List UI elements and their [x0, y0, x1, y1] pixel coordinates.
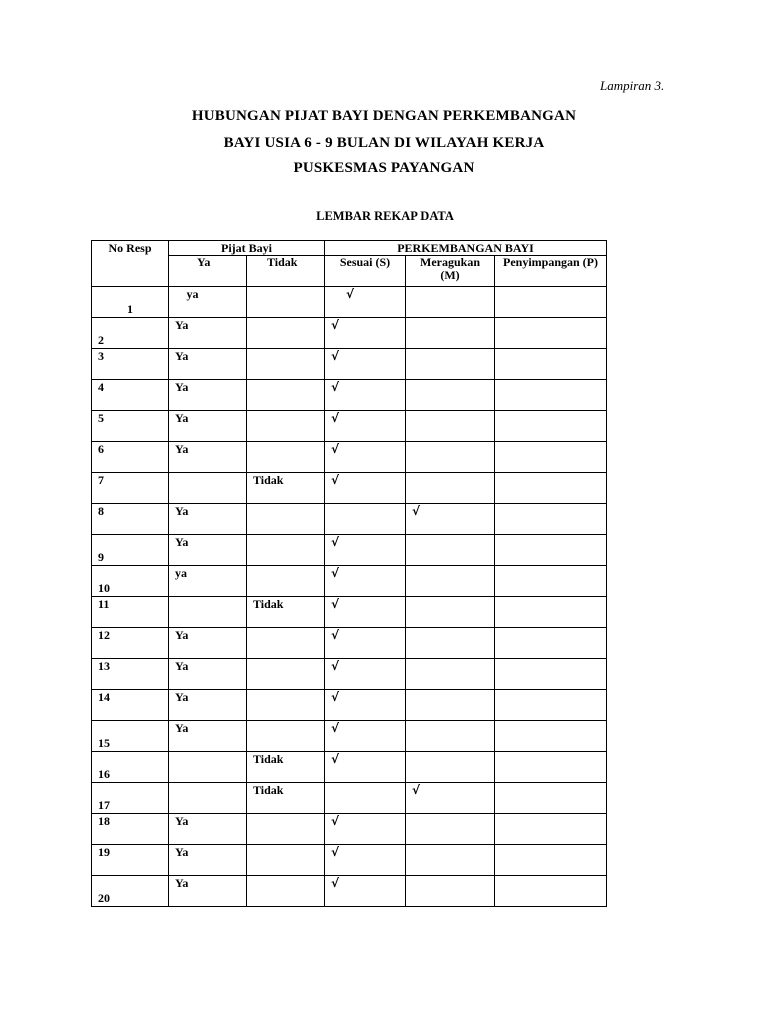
cell-sesuai [325, 287, 406, 318]
cell-meragukan [406, 659, 495, 690]
cell-no-resp: 20 [92, 876, 169, 907]
cell-sesuai [325, 349, 406, 380]
cell-sesuai [325, 628, 406, 659]
check-mark-icon: √ [345, 287, 354, 301]
check-mark-icon: √ [331, 876, 340, 890]
header-sesuai: Sesuai (S) [325, 256, 406, 287]
cell-tidak [247, 318, 325, 349]
cell-sesuai [325, 380, 406, 411]
cell-meragukan [406, 628, 495, 659]
cell-ya: Ya [169, 845, 247, 876]
cell-penyimpangan [495, 442, 607, 473]
cell-ya: Ya [169, 628, 247, 659]
cell-tidak [247, 628, 325, 659]
cell-meragukan [406, 566, 495, 597]
table-row [92, 597, 607, 628]
cell-penyimpangan [495, 318, 607, 349]
cell-tidak [247, 349, 325, 380]
cell-sesuai [325, 845, 406, 876]
cell-tidak [247, 845, 325, 876]
cell-no-resp: 4 [92, 380, 169, 411]
table-row [92, 690, 607, 721]
cell-sesuai [325, 783, 406, 814]
cell-sesuai [325, 566, 406, 597]
cell-penyimpangan [495, 411, 607, 442]
cell-sesuai [325, 535, 406, 566]
cell-ya: ya [169, 287, 247, 318]
cell-tidak [247, 287, 325, 318]
table-row [92, 566, 607, 597]
table-header-row-2 [92, 256, 607, 287]
check-mark-icon: √ [331, 566, 340, 580]
check-mark-icon: √ [331, 628, 340, 642]
header-meragukan: Meragukan (M) [406, 256, 495, 287]
cell-sesuai [325, 752, 406, 783]
cell-meragukan [406, 535, 495, 566]
cell-no-resp: 18 [92, 814, 169, 845]
cell-sesuai [325, 721, 406, 752]
appendix-label: Lampiran 3. [600, 78, 665, 93]
cell-sesuai [325, 876, 406, 907]
cell-meragukan [406, 752, 495, 783]
cell-no-resp: 5 [92, 411, 169, 442]
table-row [92, 721, 607, 752]
cell-no-resp: 15 [92, 721, 169, 752]
cell-no-resp: 19 [92, 845, 169, 876]
table-row [92, 504, 607, 535]
check-mark-icon: √ [331, 380, 340, 394]
cell-ya: Ya [169, 318, 247, 349]
cell-tidak: Tidak [247, 783, 325, 814]
cell-penyimpangan [495, 504, 607, 535]
cell-meragukan [406, 876, 495, 907]
table-row [92, 628, 607, 659]
cell-penyimpangan [495, 597, 607, 628]
recap-data-table [91, 240, 607, 907]
cell-sesuai [325, 659, 406, 690]
cell-tidak [247, 659, 325, 690]
table-row [92, 659, 607, 690]
cell-no-resp: 7 [92, 473, 169, 504]
table-row [92, 318, 607, 349]
cell-meragukan [406, 845, 495, 876]
cell-penyimpangan [495, 287, 607, 318]
table-row [92, 752, 607, 783]
cell-ya [169, 752, 247, 783]
cell-tidak [247, 504, 325, 535]
cell-sesuai [325, 473, 406, 504]
document-title-line-2: BAYI USIA 6 - 9 BULAN DI WILAYAH KERJA [223, 135, 545, 151]
cell-penyimpangan [495, 783, 607, 814]
check-mark-icon: √ [331, 349, 340, 363]
cell-ya [169, 473, 247, 504]
header-ya: Ya [169, 256, 247, 287]
document-title-line-3: PUSKESMAS PAYANGAN [293, 160, 475, 176]
cell-no-resp: 8 [92, 504, 169, 535]
cell-ya: Ya [169, 659, 247, 690]
cell-tidak [247, 535, 325, 566]
cell-no-resp: 17 [92, 783, 169, 814]
table-row [92, 876, 607, 907]
cell-no-resp: 2 [92, 318, 169, 349]
cell-no-resp: 14 [92, 690, 169, 721]
cell-ya: Ya [169, 876, 247, 907]
table-row [92, 349, 607, 380]
check-mark-icon: √ [412, 504, 421, 518]
header-tidak: Tidak [247, 256, 325, 287]
header-penyimpangan: Penyimpangan (P) [495, 256, 607, 287]
cell-penyimpangan [495, 814, 607, 845]
check-mark-icon: √ [331, 597, 340, 611]
cell-tidak [247, 442, 325, 473]
cell-sesuai [325, 690, 406, 721]
table-row [92, 845, 607, 876]
table-row [92, 442, 607, 473]
header-pijat-bayi: Pijat Bayi [169, 241, 325, 256]
cell-ya: Ya [169, 721, 247, 752]
cell-tidak: Tidak [247, 752, 325, 783]
cell-sesuai [325, 504, 406, 535]
check-mark-icon: √ [331, 721, 340, 735]
cell-penyimpangan [495, 876, 607, 907]
cell-no-resp: 12 [92, 628, 169, 659]
cell-penyimpangan [495, 690, 607, 721]
check-mark-icon: √ [331, 690, 340, 704]
cell-sesuai [325, 597, 406, 628]
cell-no-resp: 16 [92, 752, 169, 783]
cell-penyimpangan [495, 566, 607, 597]
cell-penyimpangan [495, 659, 607, 690]
cell-penyimpangan [495, 845, 607, 876]
cell-meragukan [406, 721, 495, 752]
cell-sesuai [325, 411, 406, 442]
check-mark-icon: √ [331, 318, 340, 332]
cell-meragukan [406, 690, 495, 721]
header-perkembangan-bayi: PERKEMBANGAN BAYI [325, 241, 607, 256]
cell-meragukan [406, 287, 495, 318]
cell-meragukan [406, 597, 495, 628]
check-mark-icon: √ [331, 659, 340, 673]
cell-meragukan [406, 380, 495, 411]
cell-meragukan [406, 411, 495, 442]
cell-ya: Ya [169, 535, 247, 566]
cell-sesuai [325, 442, 406, 473]
cell-no-resp: 6 [92, 442, 169, 473]
cell-ya: Ya [169, 411, 247, 442]
cell-tidak [247, 380, 325, 411]
cell-meragukan [406, 349, 495, 380]
check-mark-icon: √ [331, 473, 340, 487]
cell-penyimpangan [495, 752, 607, 783]
cell-tidak: Tidak [247, 597, 325, 628]
cell-penyimpangan [495, 349, 607, 380]
table-row [92, 783, 607, 814]
table-row [92, 287, 607, 318]
check-mark-icon: √ [331, 535, 340, 549]
cell-tidak [247, 876, 325, 907]
cell-sesuai [325, 814, 406, 845]
cell-penyimpangan [495, 628, 607, 659]
cell-ya [169, 597, 247, 628]
cell-ya: Ya [169, 504, 247, 535]
cell-ya: ya [169, 566, 247, 597]
cell-meragukan [406, 504, 495, 535]
cell-no-resp: 13 [92, 659, 169, 690]
cell-tidak [247, 690, 325, 721]
table-header-row-1 [92, 241, 607, 256]
cell-penyimpangan [495, 473, 607, 504]
cell-no-resp: 3 [92, 349, 169, 380]
check-mark-icon: √ [331, 411, 340, 425]
table-body [92, 287, 607, 907]
check-mark-icon: √ [412, 783, 421, 797]
cell-ya: Ya [169, 690, 247, 721]
cell-no-resp: 9 [92, 535, 169, 566]
cell-tidak [247, 566, 325, 597]
cell-penyimpangan [495, 380, 607, 411]
document-subtitle: LEMBAR REKAP DATA [316, 209, 454, 223]
header-no-resp: No Resp [92, 241, 169, 287]
table-row [92, 411, 607, 442]
check-mark-icon: √ [331, 845, 340, 859]
cell-sesuai [325, 318, 406, 349]
cell-penyimpangan [495, 721, 607, 752]
cell-tidak [247, 814, 325, 845]
cell-meragukan [406, 473, 495, 504]
cell-meragukan [406, 814, 495, 845]
cell-meragukan [406, 318, 495, 349]
check-mark-icon: √ [331, 814, 340, 828]
check-mark-icon: √ [331, 442, 340, 456]
check-mark-icon: √ [331, 752, 340, 766]
cell-ya: Ya [169, 814, 247, 845]
cell-ya: Ya [169, 349, 247, 380]
cell-ya: Ya [169, 442, 247, 473]
cell-meragukan [406, 442, 495, 473]
cell-penyimpangan [495, 535, 607, 566]
cell-ya: Ya [169, 380, 247, 411]
table-row [92, 473, 607, 504]
cell-no-resp: 11 [92, 597, 169, 628]
table-row [92, 535, 607, 566]
cell-tidak: Tidak [247, 473, 325, 504]
cell-ya [169, 783, 247, 814]
cell-meragukan [406, 783, 495, 814]
table-row [92, 380, 607, 411]
document-title-line-1: HUBUNGAN PIJAT BAYI DENGAN PERKEMBANGAN [191, 108, 577, 124]
cell-tidak [247, 721, 325, 752]
table-row [92, 814, 607, 845]
cell-no-resp: 1 [92, 287, 169, 318]
cell-tidak [247, 411, 325, 442]
cell-no-resp: 10 [92, 566, 169, 597]
